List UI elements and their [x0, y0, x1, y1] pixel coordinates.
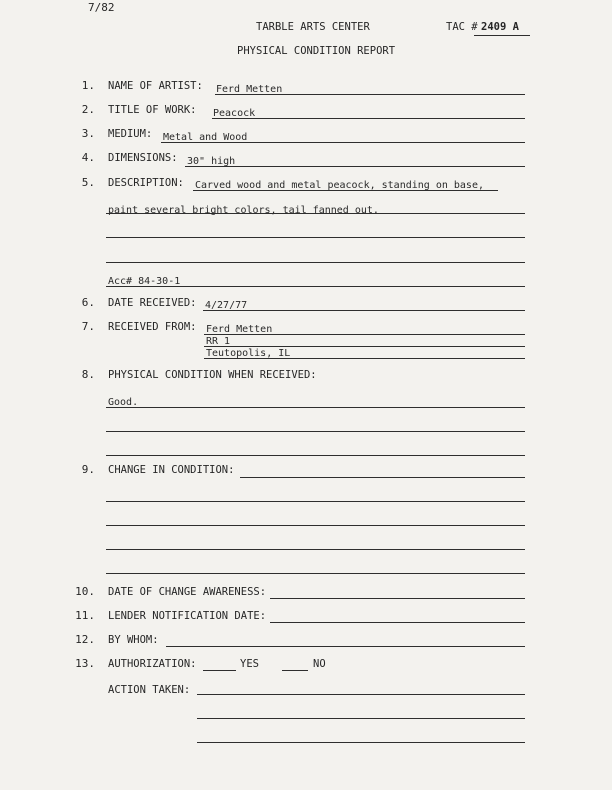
medium-value: Metal and Wood	[163, 132, 248, 143]
page-title: PHYSICAL CONDITION REPORT	[237, 45, 396, 57]
change-rule-3	[106, 549, 525, 550]
received-from-label: RECEIVED FROM:	[108, 321, 197, 333]
date-received-value: 4/27/77	[205, 300, 248, 311]
authorization-label: AUTHORIZATION:	[108, 658, 197, 670]
change-rule-4	[106, 573, 525, 574]
item-number-4: 4.	[81, 151, 95, 164]
authorization-no-blank	[282, 670, 308, 671]
item-number-6: 6.	[81, 296, 95, 309]
dimensions-value: 30" high	[187, 156, 236, 167]
tac-number: 2409 A	[481, 21, 519, 33]
description-rule-5	[106, 286, 525, 287]
item-number-1: 1.	[81, 79, 95, 92]
form-date-code: 7/82	[88, 1, 115, 14]
organization-name: TARBLE ARTS CENTER	[256, 21, 370, 33]
date-received-line	[203, 310, 525, 311]
condition-rule-2	[106, 431, 525, 432]
action-taken-line-2	[197, 718, 525, 719]
item-number-9: 9.	[81, 463, 95, 476]
authorization-no: NO	[313, 658, 326, 670]
artist-line	[215, 94, 525, 95]
medium-line	[161, 142, 525, 143]
condition-rule-3	[106, 455, 525, 456]
item-number-8: 8.	[81, 368, 95, 381]
authorization-yes: YES	[240, 658, 259, 670]
date-received-label: DATE RECEIVED:	[108, 297, 197, 309]
description-rule-3	[106, 237, 525, 238]
tac-label: TAC #	[446, 21, 478, 33]
item-number-13: 13.	[75, 657, 95, 670]
received-from-name: Ferd Metten	[206, 324, 273, 335]
received-from-line-3	[204, 358, 525, 359]
action-taken-line-3	[197, 742, 525, 743]
description-rule-1	[193, 190, 498, 191]
medium-label: MEDIUM:	[108, 128, 153, 140]
artist-value: Ferd Metten	[216, 84, 283, 95]
description-line-2: paint several bright colors, tail fanned out.	[108, 205, 379, 216]
item-number-2: 2.	[81, 103, 95, 116]
condition-received-value: Good.	[108, 397, 139, 408]
action-taken-label: ACTION TAKEN:	[108, 684, 191, 696]
item-number-5: 5.	[81, 176, 95, 189]
condition-rule-1	[106, 407, 525, 408]
action-taken-line-1	[197, 694, 525, 695]
item-number-10: 10.	[75, 585, 95, 598]
received-from-city: Teutopolis, IL	[206, 348, 291, 359]
condition-received-label: PHYSICAL CONDITION WHEN RECEIVED:	[108, 369, 317, 381]
title-line	[212, 118, 525, 119]
received-from-address: RR 1	[206, 336, 231, 347]
item-number-11: 11.	[75, 609, 95, 622]
change-rule-2	[106, 525, 525, 526]
received-from-line-1	[204, 334, 525, 335]
lender-notification-line	[270, 622, 525, 623]
change-rule-1	[106, 501, 525, 502]
item-number-12: 12.	[75, 633, 95, 646]
dimensions-label: DIMENSIONS:	[108, 152, 178, 164]
authorization-yes-blank	[203, 670, 236, 671]
artist-label: NAME OF ARTIST:	[108, 80, 203, 92]
title-label: TITLE OF WORK:	[108, 104, 197, 116]
description-rule-2	[106, 213, 525, 214]
title-value: Peacock	[213, 108, 256, 119]
accession-number: Acc# 84-30-1	[108, 276, 181, 287]
by-whom-line	[166, 646, 525, 647]
change-condition-label: CHANGE IN CONDITION:	[108, 464, 235, 476]
change-awareness-label: DATE OF CHANGE AWARENESS:	[108, 586, 267, 598]
dimensions-line	[185, 166, 525, 167]
description-label: DESCRIPTION:	[108, 177, 184, 189]
description-line-1: Carved wood and metal peacock, standing on base,	[195, 180, 484, 191]
change-condition-line	[240, 477, 525, 478]
item-number-7: 7.	[81, 320, 95, 333]
item-number-3: 3.	[81, 127, 95, 140]
tac-underline	[474, 35, 530, 36]
received-from-line-2	[204, 346, 525, 347]
change-awareness-line	[270, 598, 525, 599]
by-whom-label: BY WHOM:	[108, 634, 159, 646]
lender-notification-label: LENDER NOTIFICATION DATE:	[108, 610, 267, 622]
description-rule-4	[106, 262, 525, 263]
